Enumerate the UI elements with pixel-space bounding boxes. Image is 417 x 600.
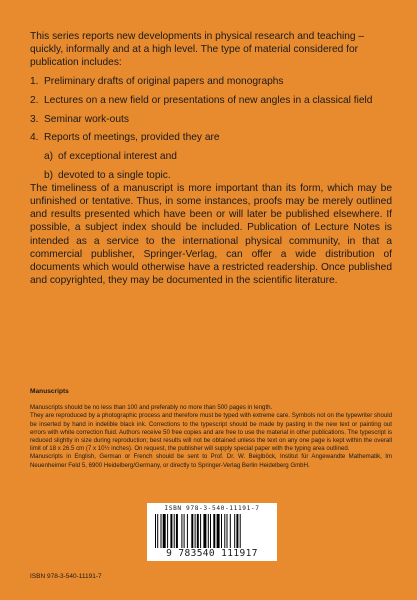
barcode-isbn-label: ISBN 978-3-540-11191-7 bbox=[164, 505, 260, 512]
meeting-conditions-list bbox=[44, 150, 392, 182]
manuscripts-reproduction-paragraph: They are reproduced by a photographic process and therefore must be typed with extreme care. Symbols not on the typewriter should be inserted by hand in indelible black ink. Corrections to the typescript should be made by pasting in the new text or painting out errors with white correction fluid. Authors receive 50 free copies and are free to use the material in other publications. The typescript is reduced slightly in size during reproduction; best results will not be obtained unless the text on any one page is kept within the overall limit of 18 x 26.5 cm (7 x 10½ inches). On request, the publisher will supply special paper with the typing area outlined. bbox=[30, 412, 392, 453]
manuscripts-section bbox=[30, 388, 392, 470]
manuscripts-submission-paragraph: Manuscripts in English, German or French should be sent to Prof. Dr. W. Beiglböck, Institut für Angewandte Mathematik, Im Neuenheimer Feld 5, 6900 Heidelberg/Germany, or directly to Springer-Verlag Berlin Heidelberg GmbH. bbox=[30, 453, 392, 469]
manuscripts-length-paragraph: Manuscripts should be no less than 100 and preferably no more than 500 pages in length. bbox=[30, 404, 273, 412]
manuscripts-heading: Manuscripts bbox=[30, 388, 69, 395]
isbn-text: ISBN 978-3-540-11191-7 bbox=[30, 573, 102, 580]
list-item: 3. Seminar work-outs bbox=[30, 113, 129, 125]
list-item: a) of exceptional interest and bbox=[44, 150, 177, 162]
isbn-barcode bbox=[147, 503, 277, 561]
barcode-bars-icon bbox=[155, 514, 271, 550]
list-item: 2. Lectures on a new field or presentations of new angles in a classical field bbox=[30, 94, 373, 106]
list-item: 4. Reports of meetings, provided they are a) of exceptional interest and b) devoted to a single topic. bbox=[30, 131, 392, 182]
barcode-number: 9 783540 111917 bbox=[147, 548, 277, 560]
timeliness-paragraph: The timeliness of a manuscript is more important than its form, which may be unfinished or tentative. Thus, in some instances, proofs may be merely outlined and results presented which have been or will later be published elsewhere. If possible, a subject index should be included. Publication of Lecture Notes is intended as a service to the international physical community, in that a commercial publisher, Springer-Verlag, can offer a wide distribution of documents which would otherwise have a restricted readership. Once published and copyrighted, they may be documented in the scientific literature. bbox=[30, 182, 392, 287]
intro-lead: This series reports new developments in physical research and teaching – quickly, informally and at a high level. The type of material considered for publication includes: bbox=[30, 31, 365, 69]
list-item: 1. Preliminary drafts of original papers and monographs bbox=[30, 76, 284, 88]
series-description bbox=[30, 30, 392, 287]
list-item: b) devoted to a single topic. bbox=[44, 169, 171, 181]
material-type-list bbox=[30, 75, 392, 182]
